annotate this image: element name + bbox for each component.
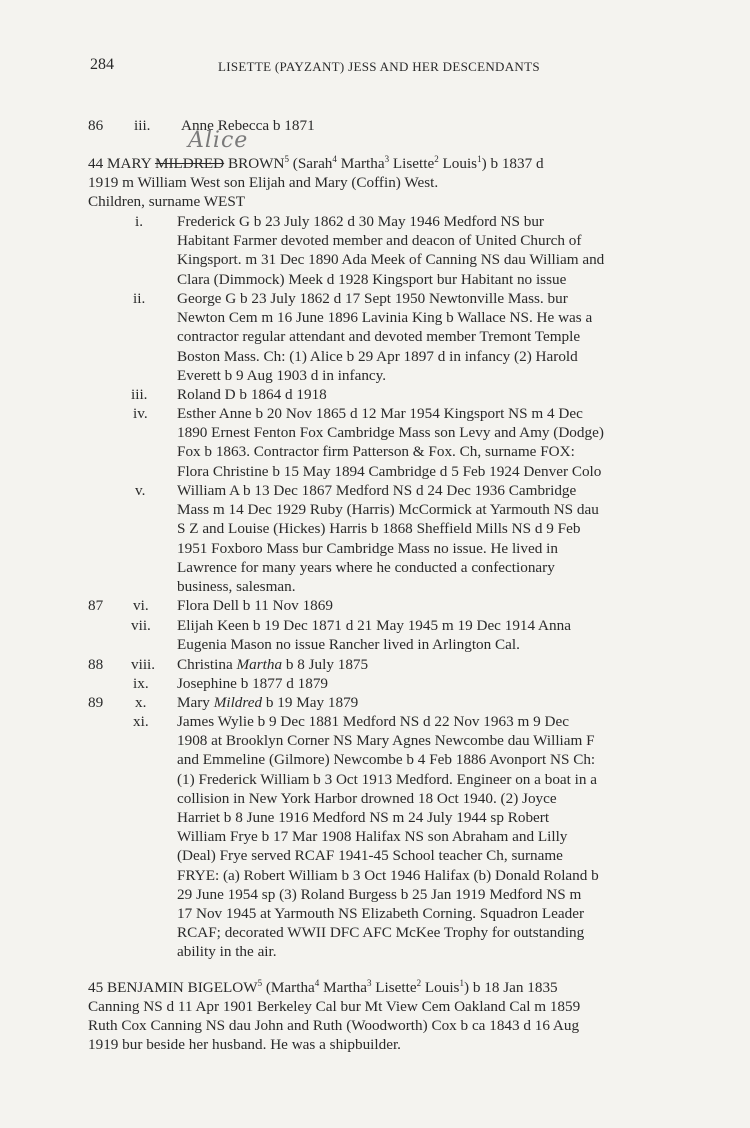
entry-44-line-2: 1919 m William West son Elijah and Mary (Coffin) West.: [88, 174, 439, 191]
child-text-line: Roland D b 1864 d 1918: [177, 386, 327, 403]
entry-45-line-4: 1919 bur beside her husband. He was a shipbuilder.: [88, 1036, 401, 1053]
child-text-line: and Emmeline (Gilmore) Newcombe b 4 Feb 1886 Avonport NS Ch:: [177, 751, 596, 769]
child-text-line: Clara (Dimmock) Meek d 1928 Kingsport bur Habitant no issue: [177, 270, 567, 288]
child-numeral: iii.: [134, 117, 151, 134]
child-text-line: 1890 Ernest Fenton Fox Cambridge Mass son Levy and Amy (Dodge): [177, 424, 604, 442]
child-text-line: James Wylie b 9 Dec 1881 Medford NS d 22 Nov 1963 m 9 Dec: [177, 713, 569, 730]
child-text-line: Frederick G b 23 July 1862 d 30 May 1946 Medford NS bur: [177, 213, 544, 230]
child-text-line: Everett b 9 Aug 1903 d in infancy.: [177, 366, 387, 384]
child-numeral: xi.: [133, 713, 149, 730]
child-numeral: vi.: [133, 597, 149, 614]
child-numeral: ix.: [133, 675, 149, 692]
page-header: [90, 56, 700, 78]
generation-number: 86: [88, 117, 104, 134]
child-text-line: Kingsport. m 31 Dec 1890 Ada Meek of Canning NS dau William and: [177, 251, 605, 269]
child-text-line: contractor regular attendant and devoted member Tremont Temple: [177, 328, 581, 346]
child-text-line: Boston Mass. Ch: (1) Alice b 29 Apr 1897 d in infancy (2) Harold: [177, 347, 578, 365]
child-text-line: ability in the air.: [177, 943, 277, 961]
child-text-line: 29 June 1954 sp (3) Roland Burgess b 25 Jan 1919 Medford NS m: [177, 885, 582, 903]
entry-45-line-1: 45 BENJAMIN BIGELOW$^5$ (Martha$^4$ Martha$^3$ Lisette$^2$ Louis$^1$) b 18 Jan 1835: [88, 978, 558, 996]
child-numeral: x.: [135, 694, 147, 711]
child-text-line: Harriet b 8 June 1916 Medford NS m 24 July 1944 sp Robert: [177, 809, 550, 826]
running-title: LISETTE (PAYZANT) JESS AND HER DESCENDANTS: [218, 59, 540, 74]
child-text-line: Fox b 1863. Contractor firm Patterson & Fox. Ch, surname FOX:: [177, 443, 575, 461]
child-text-line: Elijah Keen b 19 Dec 1871 d 21 May 1945 m 19 Dec 1914 Anna: [177, 617, 571, 634]
entry-45-line-2: Canning NS d 11 Apr 1901 Berkeley Cal bur Mt View Cem Oakland Cal m 1859: [88, 998, 581, 1015]
page-number: 284: [90, 56, 114, 73]
child-text-line: Esther Anne b 20 Nov 1865 d 12 Mar 1954 Kingsport NS m 4 Dec: [177, 405, 583, 422]
child-text-line: business, salesman.: [177, 578, 296, 595]
entry-44-line-1: 44 MARY MILDRED BROWN$^5$ (Sarah$^4$ Martha$^3$ Lisette$^2$ Louis$^1$) b 1837 d: [88, 154, 544, 172]
child-numeral: vii.: [131, 617, 151, 634]
child-numeral: viii.: [131, 656, 156, 673]
entry-45-line-3: Ruth Cox Canning NS dau John and Ruth (Woodworth) Cox b ca 1843 d 16 Aug: [88, 1017, 580, 1034]
handwritten-annotation: Alice: [188, 128, 249, 153]
child-text-line: (Deal) Frye served RCAF 1941-45 School teacher Ch, surname: [177, 847, 563, 865]
child-numeral: ii.: [133, 290, 146, 307]
child-numeral: i.: [135, 213, 144, 230]
child-numeral: iii.: [131, 386, 148, 403]
child-text-line: RCAF; decorated WWII DFC AFC McKee Trophy for outstanding: [177, 924, 585, 942]
generation-number: 87: [88, 597, 104, 614]
child-text-line: FRYE: (a) Robert William b 3 Oct 1946 Halifax (b) Donald Roland b: [177, 866, 599, 884]
child-text-line: Eugenia Mason no issue Rancher lived in Arlington Cal.: [177, 636, 520, 654]
child-text-line: George G b 23 July 1862 d 17 Sept 1950 Newtonville Mass. bur: [177, 290, 568, 307]
child-text-line: 1951 Foxboro Mass bur Cambridge Mass no issue. He lived in: [177, 539, 558, 557]
child-text-line: Christina Martha b 8 July 1875: [177, 656, 369, 673]
generation-number: 89: [88, 694, 104, 711]
child-text-line: (1) Frederick William b 3 Oct 1913 Medford. Engineer on a boat in a: [177, 770, 598, 788]
child-text-line: collision in New York Harbor drowned 18 Oct 1940. (2) Joyce: [177, 789, 557, 807]
child-text-line: Habitant Farmer devoted member and deacon of United Church of: [177, 232, 582, 250]
child-text-line: 1908 at Brooklyn Corner NS Mary Agnes Newcombe dau William F: [177, 732, 595, 750]
child-text-line: William A b 13 Dec 1867 Medford NS d 24 Dec 1936 Cambridge: [177, 482, 577, 499]
child-text-line: 17 Nov 1945 at Yarmouth NS Elizabeth Corning. Squadron Leader: [177, 905, 585, 922]
child-text-line: William Frye b 17 Mar 1908 Halifax NS son Abraham and Lilly: [177, 828, 568, 846]
child-text-line: Lawrence for many years where he conducted a confectionary: [177, 558, 555, 576]
child-numeral: v.: [135, 482, 146, 499]
child-text-line: Flora Christine b 15 May 1894 Cambridge d 5 Feb 1924 Denver Colo: [177, 462, 602, 480]
child-text-line: S Z and Louise (Hickes) Harris b 1868 Sheffield Mills NS d 9 Feb: [177, 520, 581, 538]
child-text-line: Mary Mildred b 19 May 1879: [177, 694, 359, 711]
generation-number: 88: [88, 656, 104, 673]
child-text-line: Flora Dell b 11 Nov 1869: [177, 597, 333, 614]
child-text-line: Newton Cem m 16 June 1896 Lavinia King b Wallace NS. He was a: [177, 309, 593, 327]
child-text-line: Mass m 14 Dec 1929 Ruby (Harris) McCormick at Yarmouth NS dau: [177, 501, 599, 519]
child-text-line: Josephine b 1877 d 1879: [177, 675, 329, 692]
struck-name: MILDRED: [154, 155, 225, 172]
child-text: Anne Rebecca b 1871: [181, 117, 315, 134]
entry-44-line-3: Children, surname WEST: [88, 193, 246, 210]
child-numeral: iv.: [133, 405, 148, 422]
